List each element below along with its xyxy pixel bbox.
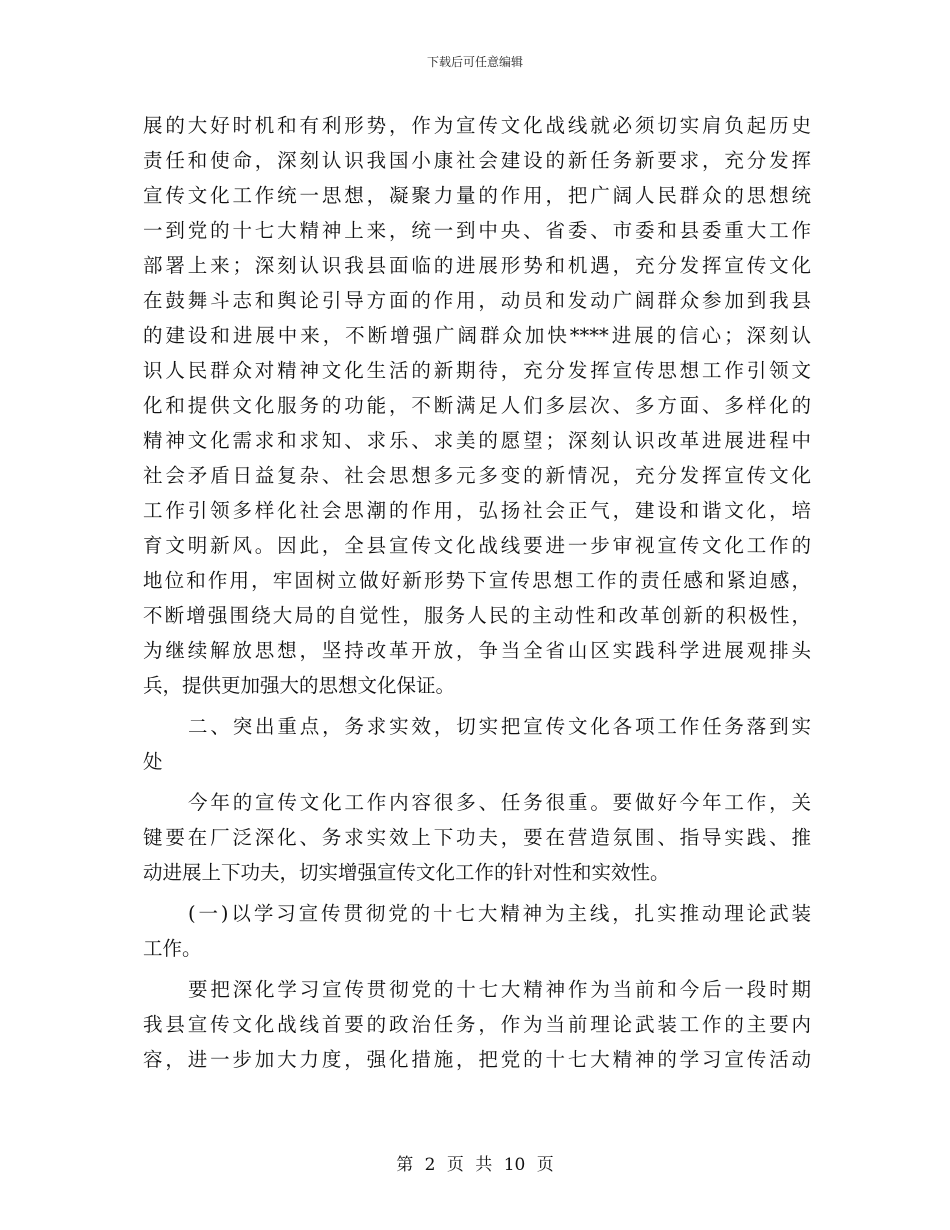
- text-line: 育文明新风。因此，全县宣传文化战线要进一步审视宣传文化工作的: [143, 534, 811, 557]
- text-line: 宣传文化工作统一思想，凝聚力量的作用，把广阔人民群众的思想统: [143, 184, 811, 207]
- text-line: 键要在厂泛深化、务求实效上下功夫，要在营造氛围、指导实践、推: [143, 826, 811, 849]
- text-line: 一到党的十七大精神上来，统一到中央、省委、市委和县委重大工作: [143, 219, 811, 242]
- text-line: 在鼓舞斗志和舆论引导方面的作用，动员和发动广阔群众参加到我县: [143, 289, 811, 312]
- text-line: 精神文化需求和求知、求乐、求美的愿望；深刻认识改革进展进程中: [143, 429, 811, 452]
- text-line: 地位和作用，牢固树立做好新形势下宣传思想工作的责任感和紧迫感，: [143, 569, 811, 592]
- section-heading-2: [143, 709, 811, 779]
- text-line: 要把深化学习宣传贯彻党的十七大精神作为当前和今后一段时期: [188, 978, 811, 1001]
- page-number-footer: 第 2 页 共 10 页: [396, 1155, 554, 1175]
- text-line: 动进展上下功夫，切实增强宣传文化工作的针对性和实效性。: [143, 861, 670, 884]
- paragraph-2: [143, 785, 811, 890]
- page-header: 下载后可任意编辑: [426, 55, 523, 69]
- text-line: 社会矛盾日益复杂、社会思想多元多变的新情况，充分发挥宣传文化: [143, 464, 811, 487]
- subsection-heading-1: [143, 896, 811, 966]
- heading-line: 工作。: [143, 937, 202, 960]
- paragraph-3: [143, 972, 811, 1077]
- text-line: 我县宣传文化战线首要的政治任务，作为当前理论武装工作的主要内: [143, 1013, 811, 1036]
- heading-line: 二、突出重点，务求实效，切实把宣传文化各项工作任务落到实: [188, 715, 811, 738]
- text-line: 今年的宣传文化工作内容很多、任务很重。要做好今年工作，关: [188, 791, 811, 814]
- text-line: 的建设和进展中来，不断增强广阔群众加快****进展的信心；深刻认: [143, 324, 811, 347]
- text-line: 为继续解放思想，坚持改革开放，争当全省山区实践科学进展观排头: [143, 639, 811, 662]
- heading-line: (一)以学习宣传贯彻党的十七大精神为主线，扎实推动理论武装: [188, 902, 811, 925]
- document-body: [143, 108, 811, 1077]
- paragraph-1: [143, 108, 811, 703]
- text-line: 展的大好时机和有利形势，作为宣传文化战线就必须切实肩负起历史: [143, 114, 811, 137]
- text-line: 责任和使命，深刻认识我国小康社会建设的新任务新要求，充分发挥: [143, 149, 811, 172]
- text-line: 工作引领多样化社会思潮的作用，弘扬社会正气，建设和谐文化，培: [143, 499, 811, 522]
- text-line: 兵，提供更加强大的思想文化保证。: [143, 674, 456, 697]
- text-line: 化和提供文化服务的功能，不断满足人们多层次、多方面、多样化的: [143, 394, 811, 417]
- text-line: 识人民群众对精神文化生活的新期待，充分发挥宣传思想工作引领文: [143, 359, 811, 382]
- heading-line: 处: [143, 750, 163, 773]
- text-line: 容，进一步加大力度，强化措施，把党的十七大精神的学习宣传活动: [143, 1048, 811, 1071]
- text-line: 部署上来；深刻认识我县面临的进展形势和机遇，充分发挥宣传文化: [143, 254, 811, 277]
- text-line: 不断增强围绕大局的自觉性，服务人民的主动性和改革创新的积极性，: [143, 604, 811, 627]
